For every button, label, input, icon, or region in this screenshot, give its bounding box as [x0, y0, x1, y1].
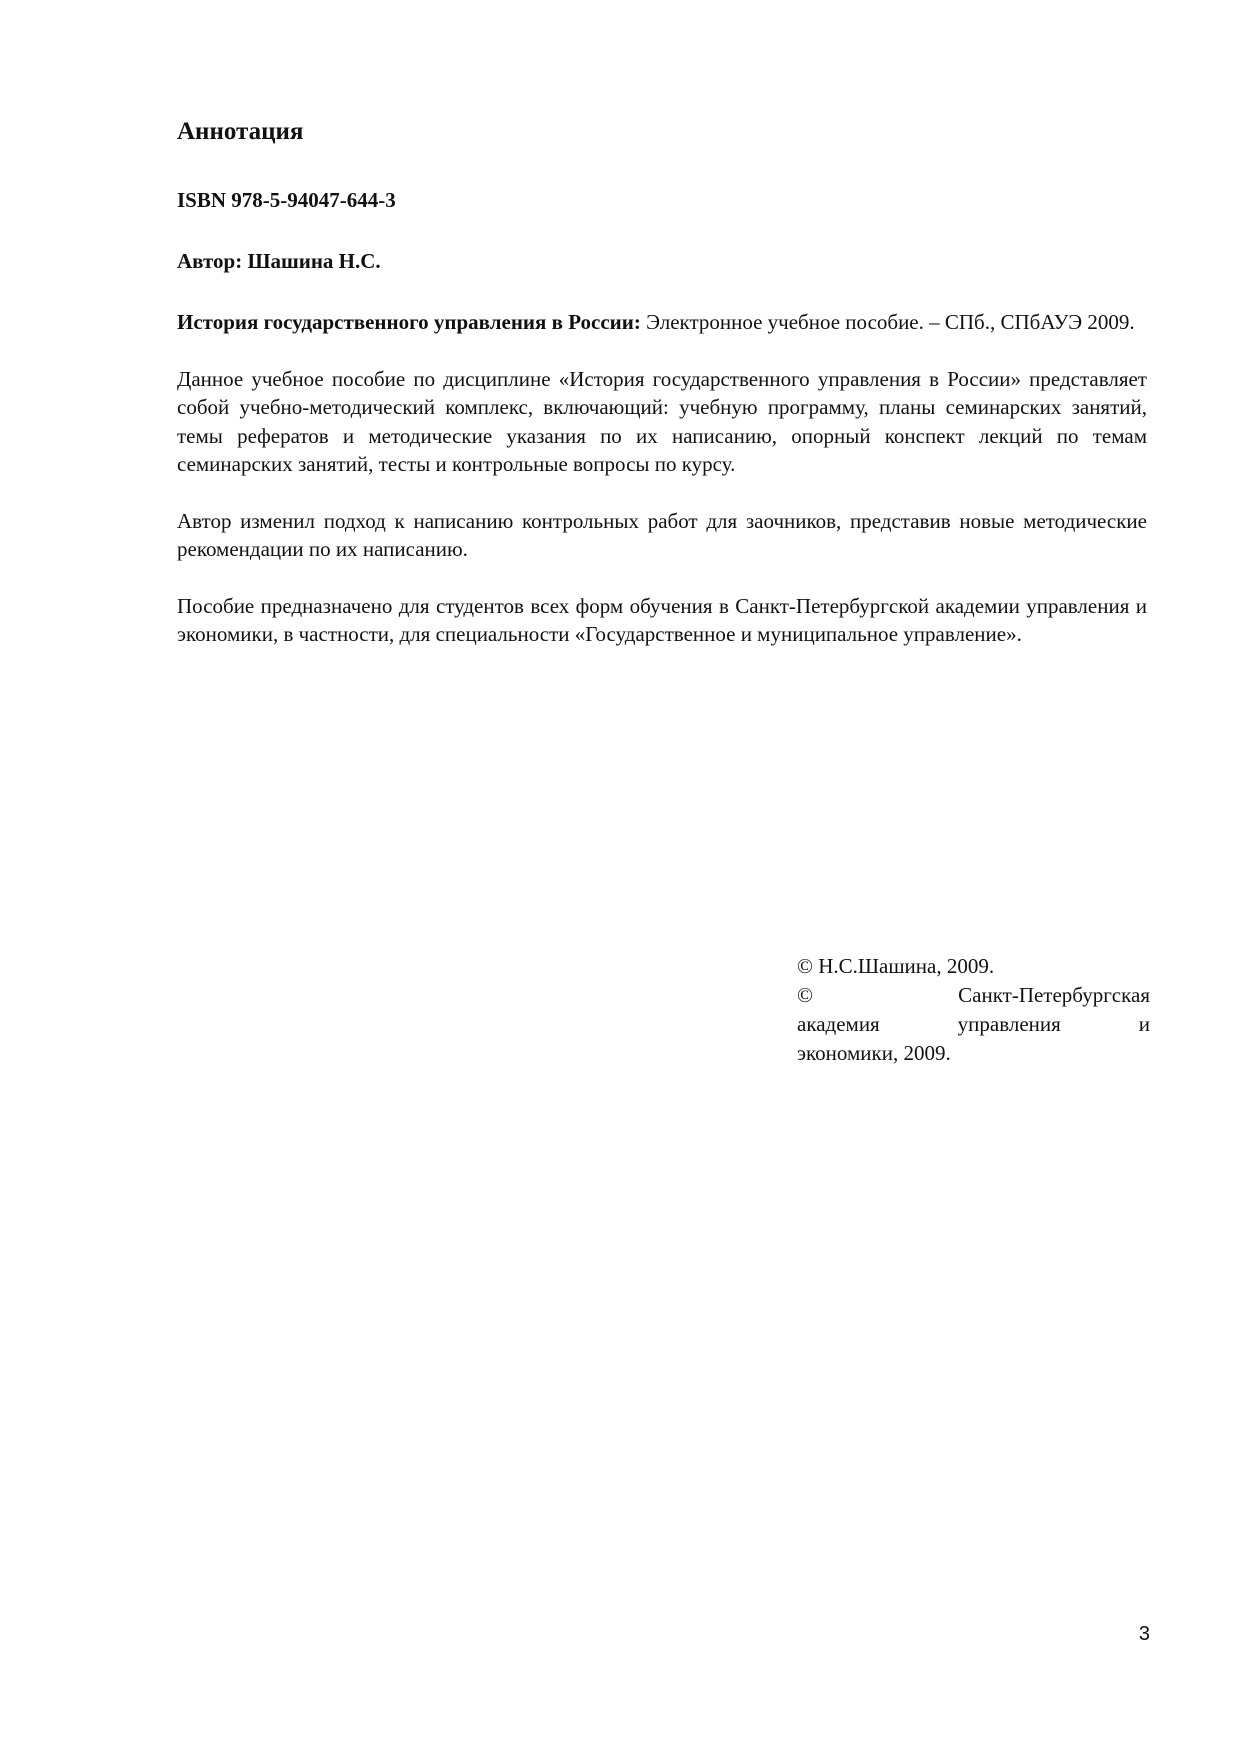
description-paragraph: Данное учебное пособие по дисциплине «История государственного управления в России» представляет собой учебно-методический комплекс, включающий: учебную программу, планы семинарских занятий, темы рефератов и методические указания по их написанию, опорный конспект лекций по темам семинарских занятий, тесты и контрольные вопросы по курсу.	[177, 366, 1147, 476]
copyright-word-academy: академия	[797, 1012, 880, 1036]
author-line: Автор: Шашина Н.С.	[177, 249, 381, 273]
copyright-word-management: управления	[957, 1012, 1061, 1036]
copyright-author: © Н.С.Шашина, 2009.	[797, 954, 995, 978]
citation-paragraph	[177, 308, 1147, 337]
annotation-section	[177, 116, 1147, 677]
copyright-symbol: ©	[797, 983, 813, 1007]
copyright-word-and: и	[1138, 1012, 1150, 1036]
copyright-institution-year: экономики, 2009.	[797, 1041, 951, 1065]
audience-paragraph: Пособие предназначено для студентов всех форм обучения в Санкт-Петербургской академии управления и экономики, в частности, для специальности «Государственное и муниципальное управление».	[177, 593, 1147, 646]
page-title: Аннотация	[177, 118, 304, 145]
citation-details: Электронное учебное пособие. – СПб., СПбАУЭ 2009.	[640, 310, 1135, 334]
copyright-institution-line-2	[797, 1010, 1150, 1039]
copyright-institution-line	[797, 981, 1150, 1010]
book-title: История государственного управления в России:	[177, 310, 641, 334]
copyright-block	[797, 952, 1150, 1068]
isbn-line: ISBN 978-5-94047-644-3	[177, 188, 396, 212]
copyright-institution-name: Санкт-Петербургская	[958, 983, 1150, 1007]
page-number: 3	[1138, 1623, 1150, 1645]
author-change-paragraph: Автор изменил подход к написанию контрольных работ для заочников, представив новые методические рекомендации по их написанию.	[177, 508, 1147, 561]
